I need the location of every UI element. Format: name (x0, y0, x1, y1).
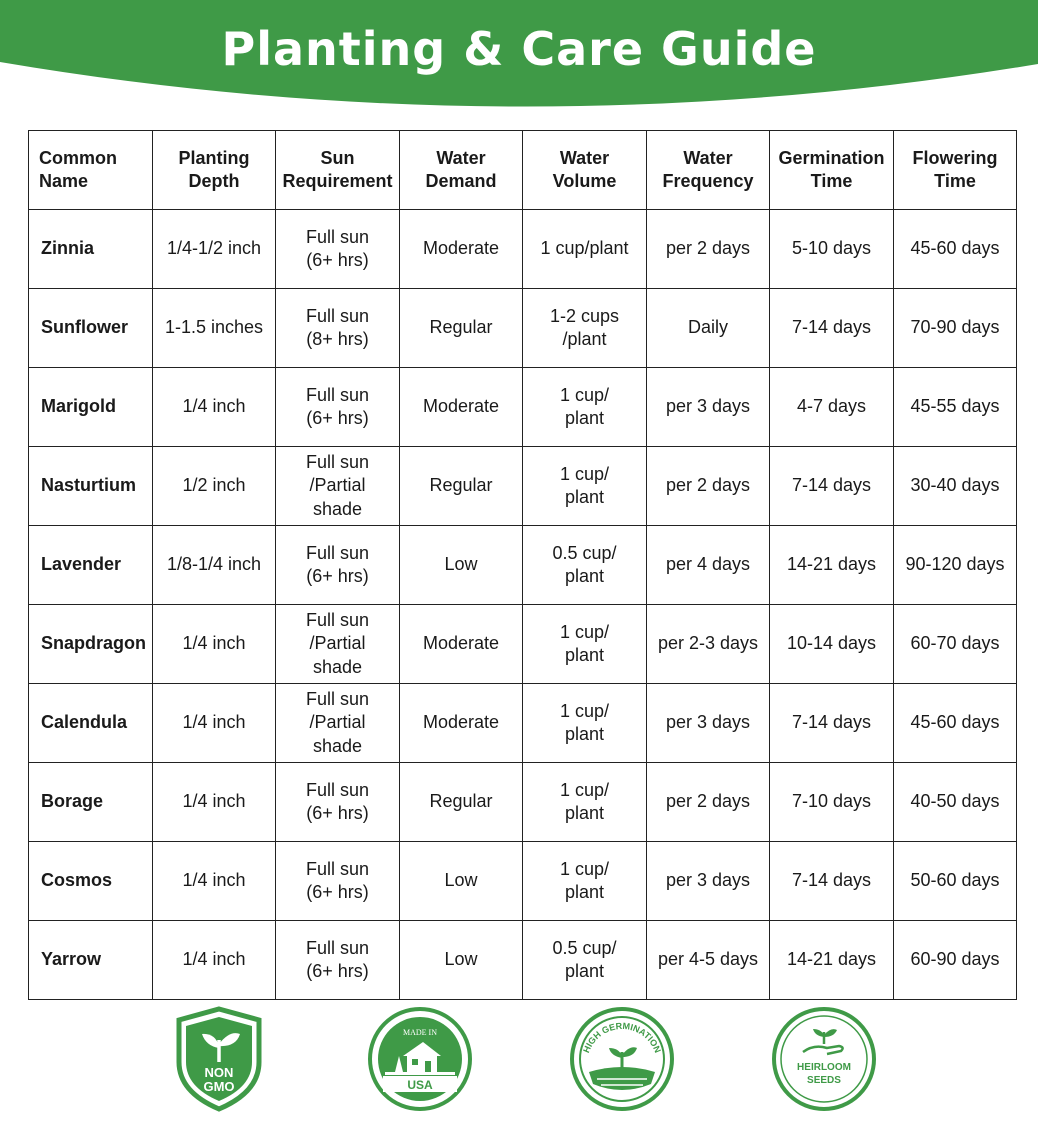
made-in-text: MADE IN (403, 1028, 437, 1037)
table-cell: Regular (400, 763, 523, 842)
non-gmo-line1: NON (204, 1065, 234, 1080)
table-row (29, 763, 1017, 842)
table-cell: Full sun /Partial shade (276, 684, 400, 763)
table-body (29, 210, 1017, 1000)
table-cell: Full sun (6+ hrs) (276, 921, 400, 1000)
plant-name-cell: Calendula (29, 684, 153, 763)
table-cell: per 2 days (647, 763, 770, 842)
column-header: Water Demand (400, 131, 523, 210)
table-cell: 45-55 days (894, 368, 1017, 447)
table-cell: Full sun (6+ hrs) (276, 368, 400, 447)
table-cell: 14-21 days (770, 526, 894, 605)
table-cell: 4-7 days (770, 368, 894, 447)
column-header: Flowering Time (894, 131, 1017, 210)
high-germination-badge (567, 1004, 677, 1114)
table-cell: 1-2 cups /plant (523, 289, 647, 368)
table-cell: per 4-5 days (647, 921, 770, 1000)
table-cell: Full sun (8+ hrs) (276, 289, 400, 368)
table-row (29, 210, 1017, 289)
table-row (29, 526, 1017, 605)
table-cell: Full sun /Partial shade (276, 605, 400, 684)
table-cell: Regular (400, 289, 523, 368)
plant-name-cell: Lavender (29, 526, 153, 605)
table-cell: 0.5 cup/ plant (523, 526, 647, 605)
usa-text: USA (407, 1078, 433, 1092)
table-cell: 14-21 days (770, 921, 894, 1000)
plant-name-cell: Sunflower (29, 289, 153, 368)
table-cell: Full sun (6+ hrs) (276, 526, 400, 605)
non-gmo-badge (164, 1004, 274, 1114)
table-cell: 1 cup/ plant (523, 605, 647, 684)
table-header-row (29, 131, 1017, 210)
table-cell: 1/4 inch (153, 763, 276, 842)
table-cell: 90-120 days (894, 526, 1017, 605)
table-cell: 45-60 days (894, 210, 1017, 289)
table-row (29, 921, 1017, 1000)
table-cell: per 3 days (647, 368, 770, 447)
non-gmo-line2: GMO (203, 1079, 235, 1094)
plant-name-cell: Snapdragon (29, 605, 153, 684)
table-cell: 1/8-1/4 inch (153, 526, 276, 605)
high-germination-text: HIGH GERMINATION (581, 1020, 663, 1055)
table-cell: 40-50 days (894, 763, 1017, 842)
header-banner (0, 0, 1038, 115)
table-cell: 1 cup/ plant (523, 447, 647, 526)
column-header: Common Name (29, 131, 153, 210)
plant-name-cell: Zinnia (29, 210, 153, 289)
table-cell: Full sun (6+ hrs) (276, 763, 400, 842)
table-cell: 1/4 inch (153, 842, 276, 921)
table-cell: 1/2 inch (153, 447, 276, 526)
table-cell: 1/4 inch (153, 368, 276, 447)
table-cell: 60-70 days (894, 605, 1017, 684)
table-cell: Moderate (400, 210, 523, 289)
column-header: Water Frequency (647, 131, 770, 210)
table-cell: Moderate (400, 684, 523, 763)
table-cell: Moderate (400, 605, 523, 684)
planting-guide-table (28, 130, 1017, 1000)
table-cell: 7-14 days (770, 447, 894, 526)
table-cell: Full sun (6+ hrs) (276, 842, 400, 921)
table-cell: per 2-3 days (647, 605, 770, 684)
table-cell: per 2 days (647, 210, 770, 289)
table-row (29, 368, 1017, 447)
table-cell: 7-14 days (770, 684, 894, 763)
table-row (29, 842, 1017, 921)
table-cell: 10-14 days (770, 605, 894, 684)
column-header: Planting Depth (153, 131, 276, 210)
table-row (29, 289, 1017, 368)
column-header: Sun Requirement (276, 131, 400, 210)
table-cell: Regular (400, 447, 523, 526)
table-cell: 7-14 days (770, 289, 894, 368)
table-cell: Low (400, 526, 523, 605)
table-cell: Low (400, 921, 523, 1000)
table-cell: 7-14 days (770, 842, 894, 921)
table-cell: Full sun (6+ hrs) (276, 210, 400, 289)
table-cell: Full sun /Partial shade (276, 447, 400, 526)
table-cell: per 3 days (647, 684, 770, 763)
table-cell: 1/4 inch (153, 684, 276, 763)
made-in-usa-badge (365, 1004, 475, 1114)
table-cell: 0.5 cup/ plant (523, 921, 647, 1000)
badge-row (0, 1004, 1038, 1114)
heirloom-seeds-badge (769, 1004, 879, 1114)
page-title: Planting & Care Guide (221, 22, 817, 76)
table-cell: 5-10 days (770, 210, 894, 289)
table-row (29, 684, 1017, 763)
table-row (29, 447, 1017, 526)
table-cell: 1 cup/ plant (523, 763, 647, 842)
table-cell: 1 cup/ plant (523, 368, 647, 447)
plant-name-cell: Marigold (29, 368, 153, 447)
table-cell: 70-90 days (894, 289, 1017, 368)
table-cell: per 3 days (647, 842, 770, 921)
table-row (29, 605, 1017, 684)
table-cell: per 2 days (647, 447, 770, 526)
plant-name-cell: Yarrow (29, 921, 153, 1000)
table-cell: 1/4 inch (153, 605, 276, 684)
table-cell: 1 cup/ plant (523, 842, 647, 921)
table-cell: Low (400, 842, 523, 921)
table-cell: 1 cup/ plant (523, 684, 647, 763)
plant-name-cell: Borage (29, 763, 153, 842)
heirloom-line2: SEEDS (807, 1075, 841, 1086)
table-cell: Daily (647, 289, 770, 368)
table-cell: 1-1.5 inches (153, 289, 276, 368)
table-cell: 1 cup/plant (523, 210, 647, 289)
table-cell: 7-10 days (770, 763, 894, 842)
table-cell: per 4 days (647, 526, 770, 605)
table-cell: 1/4 inch (153, 921, 276, 1000)
heirloom-line1: HEIRLOOM (797, 1062, 851, 1073)
table-cell: Moderate (400, 368, 523, 447)
plant-name-cell: Nasturtium (29, 447, 153, 526)
plant-name-cell: Cosmos (29, 842, 153, 921)
table-cell: 45-60 days (894, 684, 1017, 763)
column-header: Water Volume (523, 131, 647, 210)
table-cell: 50-60 days (894, 842, 1017, 921)
table-cell: 1/4-1/2 inch (153, 210, 276, 289)
column-header: Germination Time (770, 131, 894, 210)
table-cell: 60-90 days (894, 921, 1017, 1000)
table-cell: 30-40 days (894, 447, 1017, 526)
